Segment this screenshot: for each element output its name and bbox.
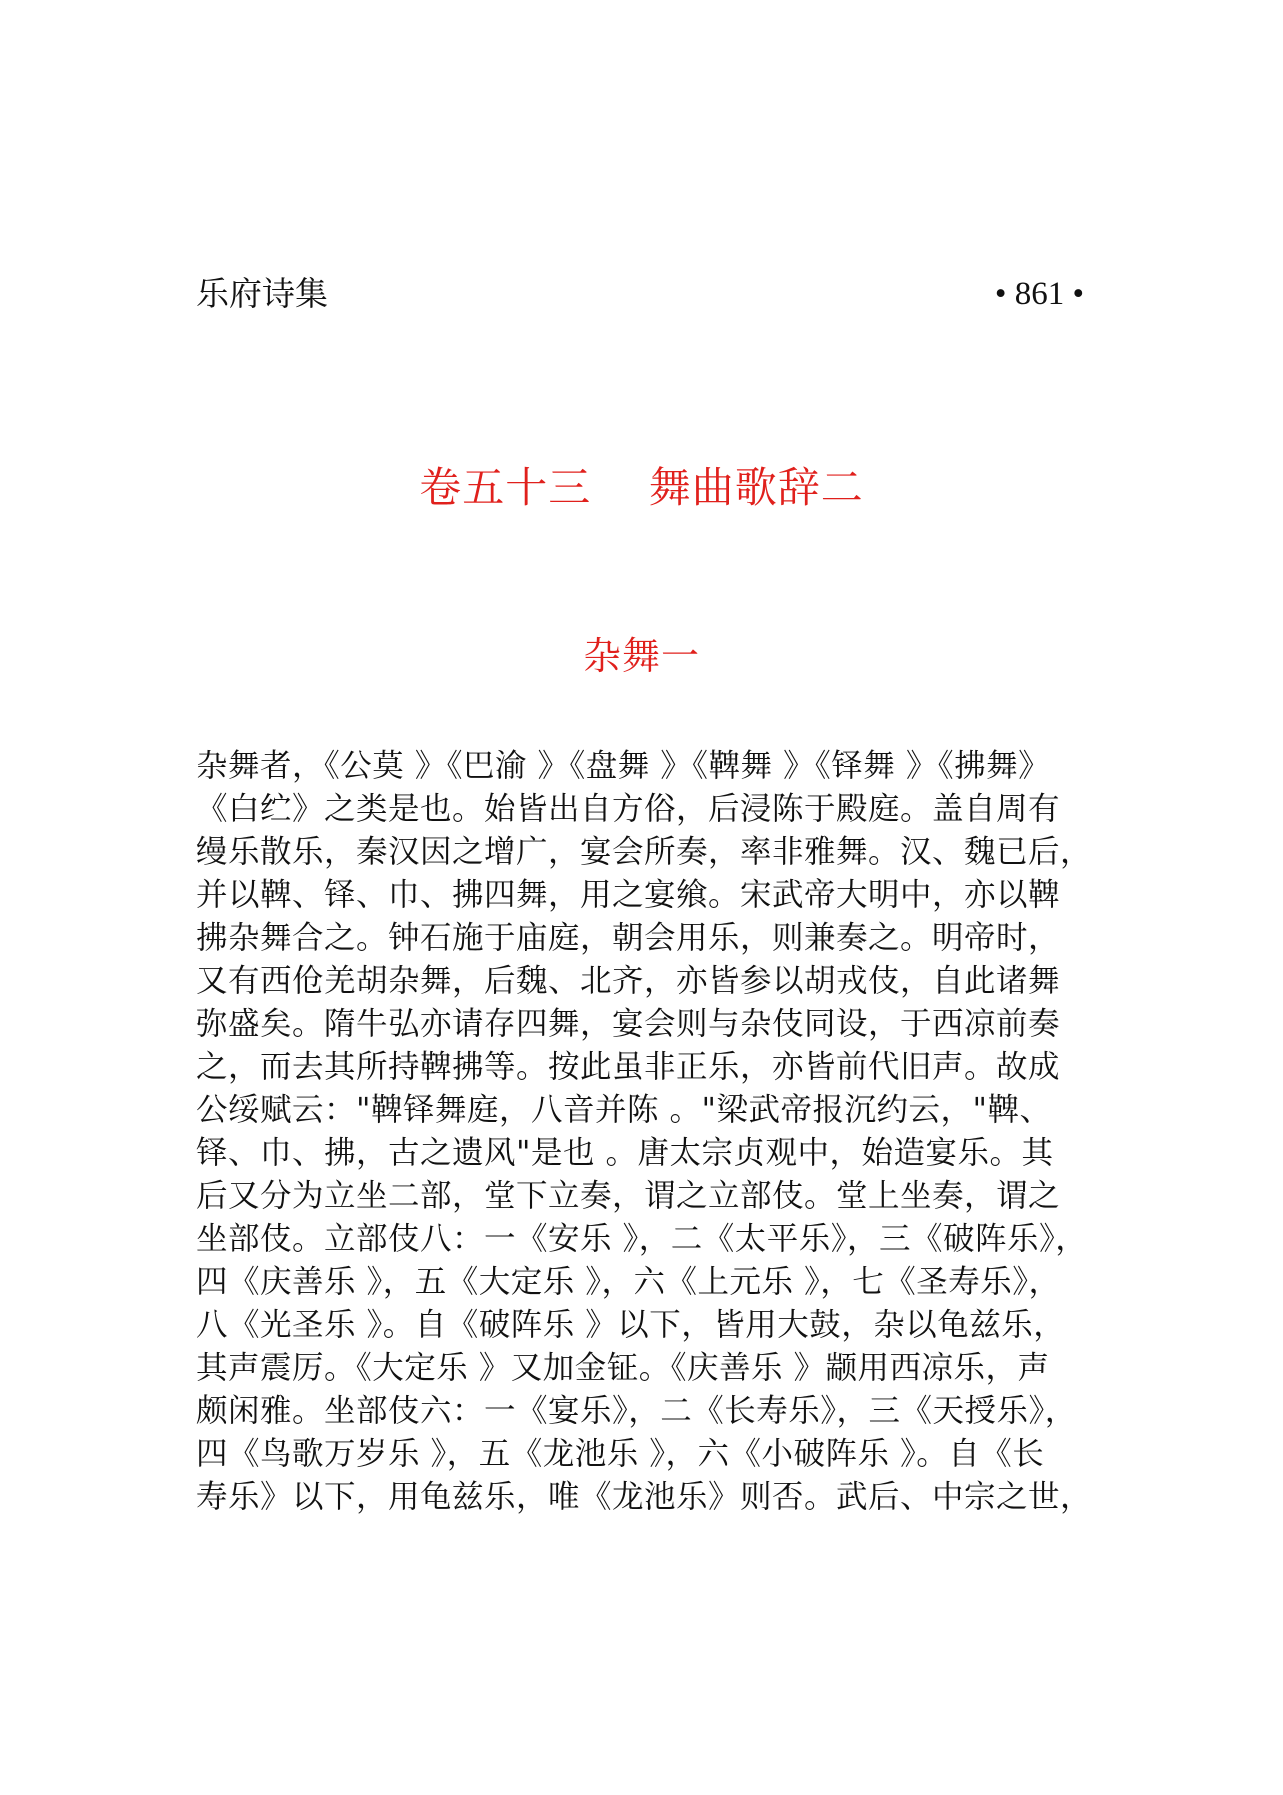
page-number: • 861 • — [994, 276, 1084, 312]
text-line: 八《光圣乐 》。自《破阵乐 》以下，皆用大鼓，杂以龟兹乐， — [196, 1307, 1066, 1343]
text-line: 缦乐散乐，秦汉因之增广，宴会所奏，率非雅舞。汉、魏已后， — [196, 834, 1093, 870]
text-line: 杂舞者，《公莫 》《巴渝 》《盘舞 》《鞞舞 》《铎舞 》《拂舞》 — [196, 748, 1051, 784]
text-line: 并以鞞、铎、巾、拂四舞，用之宴飨。宋武帝大明中，亦以鞞 — [196, 877, 1061, 913]
body-text — [196, 745, 1116, 1519]
text-line: 又有西伧羌胡杂舞，后魏、北齐，亦皆参以胡戎伎，自此诸舞 — [196, 963, 1061, 999]
text-line: 公绥赋云："鞞铎舞庭，八音并陈 。"梁武帝报沉约云，"鞞、 — [196, 1092, 1052, 1128]
text-line: 寿乐》以下，用龟兹乐，唯《龙池乐》则否。武后、中宗之世， — [196, 1479, 1093, 1515]
text-line: 后又分为立坐二部，堂下立奏，谓之立部伎。堂上坐奏，谓之 — [196, 1178, 1061, 1214]
text-line: 其声震厉。《大定乐 》又加金钲。《庆善乐 》颛用西凉乐，声 — [196, 1350, 1050, 1386]
text-line: 坐部伎。立部伎八：一《安乐 》，二《太平乐》，三《破阵乐》， — [196, 1221, 1088, 1257]
text-line: 四《庆善乐 》，五《大定乐 》，六《上元乐 》，七《圣寿乐》， — [196, 1264, 1061, 1300]
text-line: 铎、巾、拂，古之遗风"是也 。唐太宗贞观中，始造宴乐。其 — [196, 1135, 1054, 1171]
book-title: 乐府诗集 — [196, 274, 328, 313]
text-line: 颇闲雅。坐部伎六：一《宴乐》，二《长寿乐》，三《天授乐》， — [196, 1393, 1077, 1429]
text-line: 四《鸟歌万岁乐 》，五《龙池乐 》，六《小破阵乐 》。自《长 — [196, 1436, 1045, 1472]
section-title: 杂舞一 — [582, 634, 700, 678]
chapter-title: 卷五十三 舞曲歌辞二 — [419, 463, 864, 512]
text-line: 拂杂舞合之。钟石施于庙庭，朝会用乐，则兼奏之。明帝时， — [196, 920, 1061, 956]
running-header — [196, 268, 1084, 320]
text-line: 之，而去其所持鞞拂等。按此虽非正乐，亦皆前代旧声。故成 — [196, 1049, 1061, 1085]
text-line: 弥盛矣。隋牛弘亦请存四舞，宴会则与杂伎同设，于西凉前奏 — [196, 1006, 1061, 1042]
text-line: 《白纻》之类是也。始皆出自方俗，后浸陈于殿庭。盖自周有 — [196, 791, 1061, 827]
